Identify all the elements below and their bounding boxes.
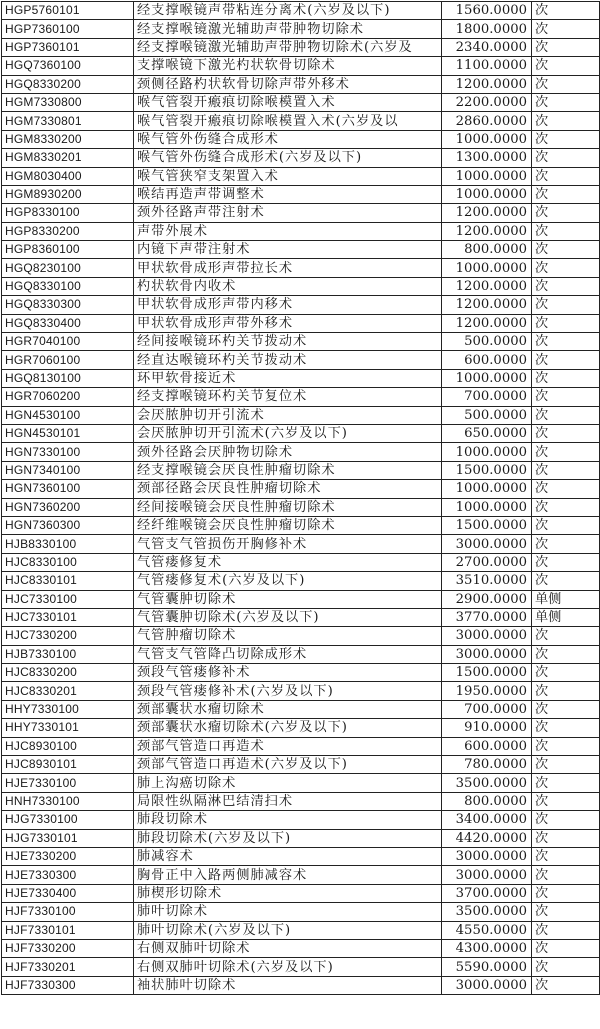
unit-cell: 次 [532, 185, 600, 203]
procedure-code-cell: HGN7340100 [2, 461, 134, 479]
price-cell: 3000.0000 [442, 535, 532, 553]
unit-cell: 次 [532, 792, 600, 810]
price-cell: 1000.0000 [442, 480, 532, 498]
procedure-name-cell: 经支撑喉镜环杓关节复位术 [134, 388, 442, 406]
procedure-code-cell: HJG7330100 [2, 811, 134, 829]
price-cell: 800.0000 [442, 792, 532, 810]
table-row [2, 866, 600, 884]
procedure-name-cell: 气管囊肿切除术(六岁及以下) [134, 608, 442, 626]
procedure-name-cell: 颈外径路声带注射术 [134, 204, 442, 222]
unit-cell: 单侧 [532, 608, 600, 626]
unit-cell: 次 [532, 20, 600, 38]
price-cell: 4550.0000 [442, 921, 532, 939]
price-cell: 1950.0000 [442, 682, 532, 700]
procedure-name-cell: 颈侧径路杓状软骨切除声带外移术 [134, 75, 442, 93]
table-row [2, 921, 600, 939]
procedure-name-cell: 颈外径路会厌肿物切除术 [134, 443, 442, 461]
unit-cell: 次 [532, 369, 600, 387]
table-row [2, 553, 600, 571]
procedure-name-cell: 肺上沟癌切除术 [134, 774, 442, 792]
price-cell: 3700.0000 [442, 884, 532, 902]
table-row [2, 700, 600, 718]
unit-cell: 次 [532, 75, 600, 93]
price-cell: 4300.0000 [442, 939, 532, 957]
procedure-code-cell: HGN7330100 [2, 443, 134, 461]
price-cell: 3000.0000 [442, 847, 532, 865]
unit-cell: 次 [532, 57, 600, 75]
procedure-code-cell: HGM7330801 [2, 112, 134, 130]
price-cell: 2700.0000 [442, 553, 532, 571]
unit-cell: 次 [532, 93, 600, 111]
price-cell: 1200.0000 [442, 277, 532, 295]
price-cell: 2340.0000 [442, 38, 532, 56]
unit-cell: 次 [532, 277, 600, 295]
procedure-code-cell: HJC7330100 [2, 590, 134, 608]
procedure-code-cell: HGP7360101 [2, 38, 134, 56]
table-row [2, 314, 600, 332]
table-row [2, 756, 600, 774]
price-cell: 1000.0000 [442, 498, 532, 516]
unit-cell: 次 [532, 645, 600, 663]
unit-cell: 次 [532, 903, 600, 921]
procedure-name-cell: 气管支气管损伤开胸修补术 [134, 535, 442, 553]
table-row [2, 185, 600, 203]
price-cell: 2200.0000 [442, 93, 532, 111]
procedure-code-cell: HGN4530101 [2, 424, 134, 442]
price-cell: 1100.0000 [442, 57, 532, 75]
table-row [2, 792, 600, 810]
price-cell: 1500.0000 [442, 516, 532, 534]
table-row [2, 2, 600, 20]
unit-cell: 次 [532, 222, 600, 240]
procedure-name-cell: 经支撑喉镜激光辅助声带肿物切除术 [134, 20, 442, 38]
unit-cell: 次 [532, 737, 600, 755]
table-row [2, 719, 600, 737]
table-row [2, 903, 600, 921]
price-cell: 1000.0000 [442, 130, 532, 148]
procedure-code-cell: HJE7330200 [2, 847, 134, 865]
price-cell: 1200.0000 [442, 296, 532, 314]
procedure-code-cell: HGQ7360100 [2, 57, 134, 75]
table-row [2, 388, 600, 406]
unit-cell: 次 [532, 112, 600, 130]
price-cell: 1000.0000 [442, 167, 532, 185]
unit-cell: 次 [532, 847, 600, 865]
table-row [2, 774, 600, 792]
procedure-code-cell: HJF7330300 [2, 976, 134, 994]
unit-cell: 次 [532, 259, 600, 277]
procedure-code-cell: HGM8930200 [2, 185, 134, 203]
unit-cell: 次 [532, 480, 600, 498]
table-row [2, 664, 600, 682]
procedure-code-cell: HHY7330100 [2, 700, 134, 718]
price-cell: 3000.0000 [442, 866, 532, 884]
procedure-name-cell: 经间接喉镜会厌良性肿瘤切除术 [134, 498, 442, 516]
table-row [2, 130, 600, 148]
table-row [2, 590, 600, 608]
table-row [2, 112, 600, 130]
procedure-name-cell: 经支撑喉镜激光辅助声带肿物切除术(六岁及 [134, 38, 442, 56]
procedure-code-cell: HJF7330101 [2, 921, 134, 939]
table-row [2, 811, 600, 829]
procedure-name-cell: 颈段气管瘘修补术 [134, 664, 442, 682]
price-cell: 500.0000 [442, 333, 532, 351]
procedure-name-cell: 肺叶切除术(六岁及以下) [134, 921, 442, 939]
procedure-code-cell: HGQ8330200 [2, 75, 134, 93]
procedure-fee-table-body [2, 2, 600, 995]
procedure-name-cell: 肺段切除术 [134, 811, 442, 829]
price-cell: 1000.0000 [442, 443, 532, 461]
price-cell: 910.0000 [442, 719, 532, 737]
price-cell: 1200.0000 [442, 75, 532, 93]
procedure-name-cell: 喉气管狭窄支架置入术 [134, 167, 442, 185]
procedure-name-cell: 甲状软骨成形声带外移术 [134, 314, 442, 332]
unit-cell: 次 [532, 333, 600, 351]
procedure-name-cell: 颈部囊状水瘤切除术 [134, 700, 442, 718]
price-cell: 800.0000 [442, 241, 532, 259]
unit-cell: 次 [532, 167, 600, 185]
procedure-code-cell: HGN7360200 [2, 498, 134, 516]
procedure-name-cell: 经间接喉镜环杓关节拨动术 [134, 333, 442, 351]
procedure-name-cell: 颈段气管瘘修补术(六岁及以下) [134, 682, 442, 700]
procedure-name-cell: 肺叶切除术 [134, 903, 442, 921]
unit-cell: 次 [532, 553, 600, 571]
procedure-name-cell: 袖状肺叶切除术 [134, 976, 442, 994]
procedure-code-cell: HGP5760101 [2, 2, 134, 20]
procedure-name-cell: 会厌脓肿切开引流术 [134, 406, 442, 424]
procedure-code-cell: HJG7330101 [2, 829, 134, 847]
unit-cell: 次 [532, 572, 600, 590]
unit-cell: 次 [532, 424, 600, 442]
procedure-name-cell: 气管囊肿切除术 [134, 590, 442, 608]
procedure-code-cell: HGP8360100 [2, 241, 134, 259]
price-cell: 1200.0000 [442, 204, 532, 222]
price-cell: 1500.0000 [442, 461, 532, 479]
procedure-code-cell: HJC8330100 [2, 553, 134, 571]
procedure-code-cell: HJC8330201 [2, 682, 134, 700]
price-cell: 3500.0000 [442, 903, 532, 921]
price-cell: 1200.0000 [442, 222, 532, 240]
procedure-name-cell: 经纤维喉镜会厌良性肿瘤切除术 [134, 516, 442, 534]
procedure-code-cell: HGM8330200 [2, 130, 134, 148]
table-row [2, 535, 600, 553]
procedure-name-cell: 会厌脓肿切开引流术(六岁及以下) [134, 424, 442, 442]
price-cell: 1200.0000 [442, 314, 532, 332]
procedure-name-cell: 经直达喉镜环杓关节拨动术 [134, 351, 442, 369]
procedure-code-cell: HGM7330800 [2, 93, 134, 111]
table-row [2, 939, 600, 957]
price-cell: 600.0000 [442, 737, 532, 755]
price-cell: 1000.0000 [442, 185, 532, 203]
unit-cell: 次 [532, 664, 600, 682]
procedure-code-cell: HGQ8230100 [2, 259, 134, 277]
procedure-name-cell: 气管瘘修复术 [134, 553, 442, 571]
procedure-code-cell: HJC7330101 [2, 608, 134, 626]
procedure-name-cell: 右侧双肺叶切除术 [134, 939, 442, 957]
unit-cell: 次 [532, 921, 600, 939]
table-row [2, 296, 600, 314]
procedure-code-cell: HGP8330100 [2, 204, 134, 222]
procedure-code-cell: HGQ8330100 [2, 277, 134, 295]
price-cell: 3500.0000 [442, 774, 532, 792]
procedure-name-cell: 颈部囊状水瘤切除术(六岁及以下) [134, 719, 442, 737]
price-cell: 1000.0000 [442, 259, 532, 277]
price-cell: 3400.0000 [442, 811, 532, 829]
procedure-code-cell: HGP7360100 [2, 20, 134, 38]
procedure-code-cell: HJC8330200 [2, 664, 134, 682]
table-row [2, 369, 600, 387]
table-row [2, 461, 600, 479]
table-row [2, 645, 600, 663]
procedure-code-cell: HJC7330200 [2, 627, 134, 645]
price-cell: 3510.0000 [442, 572, 532, 590]
procedure-name-cell: 右侧双肺叶切除术(六岁及以下) [134, 958, 442, 976]
table-row [2, 424, 600, 442]
price-cell: 3000.0000 [442, 627, 532, 645]
unit-cell: 次 [532, 774, 600, 792]
unit-cell: 次 [532, 241, 600, 259]
unit-cell: 次 [532, 719, 600, 737]
procedure-code-cell: HGQ8330400 [2, 314, 134, 332]
unit-cell: 次 [532, 700, 600, 718]
price-cell: 700.0000 [442, 700, 532, 718]
table-row [2, 259, 600, 277]
unit-cell: 次 [532, 314, 600, 332]
procedure-name-cell: 肺段切除术(六岁及以下) [134, 829, 442, 847]
procedure-name-cell: 颈部气管造口再造术(六岁及以下) [134, 756, 442, 774]
price-cell: 650.0000 [442, 424, 532, 442]
procedure-name-cell: 肺减容术 [134, 847, 442, 865]
unit-cell: 次 [532, 627, 600, 645]
table-row [2, 93, 600, 111]
procedure-code-cell: HJC8930100 [2, 737, 134, 755]
unit-cell: 次 [532, 149, 600, 167]
table-row [2, 572, 600, 590]
procedure-code-cell: HGN7360300 [2, 516, 134, 534]
procedure-code-cell: HJB7330100 [2, 645, 134, 663]
procedure-fee-table [1, 1, 600, 995]
procedure-code-cell: HJE7330100 [2, 774, 134, 792]
table-row [2, 627, 600, 645]
table-row [2, 516, 600, 534]
procedure-code-cell: HJB8330100 [2, 535, 134, 553]
procedure-code-cell: HJF7330200 [2, 939, 134, 957]
unit-cell: 次 [532, 829, 600, 847]
table-row [2, 75, 600, 93]
procedure-name-cell: 喉气管外伤缝合成形术(六岁及以下) [134, 149, 442, 167]
unit-cell: 次 [532, 443, 600, 461]
procedure-name-cell: 喉气管裂开瘢痕切除喉模置入术 [134, 93, 442, 111]
procedure-code-cell: HJF7330100 [2, 903, 134, 921]
procedure-name-cell: 颈部径路会厌良性肿瘤切除术 [134, 480, 442, 498]
procedure-name-cell: 环甲软骨接近术 [134, 369, 442, 387]
procedure-name-cell: 声带外展术 [134, 222, 442, 240]
procedure-code-cell: HGR7060100 [2, 351, 134, 369]
table-row [2, 976, 600, 994]
table-row [2, 958, 600, 976]
table-row [2, 737, 600, 755]
procedure-code-cell: HGR7040100 [2, 333, 134, 351]
procedure-name-cell: 甲状软骨成形声带拉长术 [134, 259, 442, 277]
procedure-name-cell: 气管支气管降凸切除成形术 [134, 645, 442, 663]
procedure-code-cell: HJC8930101 [2, 756, 134, 774]
procedure-name-cell: 喉结再造声带调整术 [134, 185, 442, 203]
unit-cell: 次 [532, 130, 600, 148]
unit-cell: 次 [532, 351, 600, 369]
unit-cell: 次 [532, 204, 600, 222]
price-cell: 600.0000 [442, 351, 532, 369]
procedure-code-cell: HHY7330101 [2, 719, 134, 737]
unit-cell: 次 [532, 884, 600, 902]
procedure-name-cell: 气管瘘修复术(六岁及以下) [134, 572, 442, 590]
table-row [2, 57, 600, 75]
procedure-name-cell: 支撑喉镜下激光杓状软骨切除术 [134, 57, 442, 75]
price-cell: 2900.0000 [442, 590, 532, 608]
price-cell: 780.0000 [442, 756, 532, 774]
procedure-code-cell: HNH7330100 [2, 792, 134, 810]
procedure-name-cell: 肺楔形切除术 [134, 884, 442, 902]
procedure-name-cell: 喉气管裂开瘢痕切除喉模置入术(六岁及以 [134, 112, 442, 130]
unit-cell: 次 [532, 296, 600, 314]
price-cell: 3000.0000 [442, 976, 532, 994]
price-cell: 5590.0000 [442, 958, 532, 976]
procedure-name-cell: 经支撑喉镜会厌良性肿瘤切除术 [134, 461, 442, 479]
table-row [2, 351, 600, 369]
price-cell: 1800.0000 [442, 20, 532, 38]
price-cell: 700.0000 [442, 388, 532, 406]
table-row [2, 38, 600, 56]
procedure-name-cell: 甲状软骨成形声带内移术 [134, 296, 442, 314]
table-row [2, 480, 600, 498]
procedure-name-cell: 经支撑喉镜声带粘连分离术(六岁及以下) [134, 2, 442, 20]
procedure-code-cell: HGM8330201 [2, 149, 134, 167]
unit-cell: 次 [532, 38, 600, 56]
price-cell: 1000.0000 [442, 369, 532, 387]
table-row [2, 406, 600, 424]
table-row [2, 829, 600, 847]
unit-cell: 次 [532, 866, 600, 884]
price-cell: 4420.0000 [442, 829, 532, 847]
unit-cell: 次 [532, 516, 600, 534]
procedure-name-cell: 颈部气管造口再造术 [134, 737, 442, 755]
unit-cell: 次 [532, 2, 600, 20]
table-row [2, 167, 600, 185]
table-row [2, 277, 600, 295]
unit-cell: 次 [532, 498, 600, 516]
procedure-code-cell: HJF7330201 [2, 958, 134, 976]
procedure-name-cell: 内镜下声带注射术 [134, 241, 442, 259]
table-row [2, 443, 600, 461]
unit-cell: 次 [532, 958, 600, 976]
price-cell: 500.0000 [442, 406, 532, 424]
table-row [2, 682, 600, 700]
procedure-name-cell: 胸骨正中入路两侧肺减容术 [134, 866, 442, 884]
procedure-code-cell: HJC8330101 [2, 572, 134, 590]
unit-cell: 次 [532, 461, 600, 479]
table-row [2, 333, 600, 351]
procedure-code-cell: HGN7360100 [2, 480, 134, 498]
procedure-code-cell: HGN4530100 [2, 406, 134, 424]
price-cell: 2860.0000 [442, 112, 532, 130]
procedure-code-cell: HJE7330400 [2, 884, 134, 902]
unit-cell: 次 [532, 756, 600, 774]
procedure-code-cell: HGM8030400 [2, 167, 134, 185]
unit-cell: 次 [532, 939, 600, 957]
procedure-name-cell: 局限性纵隔淋巴结清扫术 [134, 792, 442, 810]
table-row [2, 608, 600, 626]
table-row [2, 498, 600, 516]
procedure-name-cell: 喉气管外伤缝合成形术 [134, 130, 442, 148]
price-cell: 1500.0000 [442, 664, 532, 682]
unit-cell: 次 [532, 406, 600, 424]
procedure-name-cell: 杓状软骨内收术 [134, 277, 442, 295]
unit-cell: 次 [532, 811, 600, 829]
price-cell: 3770.0000 [442, 608, 532, 626]
table-row [2, 149, 600, 167]
unit-cell: 次 [532, 976, 600, 994]
table-row [2, 884, 600, 902]
table-row [2, 222, 600, 240]
table-row [2, 20, 600, 38]
unit-cell: 次 [532, 535, 600, 553]
unit-cell: 单侧 [532, 590, 600, 608]
price-cell: 1560.0000 [442, 2, 532, 20]
table-row [2, 241, 600, 259]
procedure-code-cell: HGQ8330300 [2, 296, 134, 314]
table-row [2, 847, 600, 865]
procedure-code-cell: HGQ8130100 [2, 369, 134, 387]
price-cell: 3000.0000 [442, 645, 532, 663]
table-row [2, 204, 600, 222]
procedure-code-cell: HGR7060200 [2, 388, 134, 406]
procedure-name-cell: 气管肿瘤切除术 [134, 627, 442, 645]
unit-cell: 次 [532, 388, 600, 406]
procedure-code-cell: HGP8330200 [2, 222, 134, 240]
unit-cell: 次 [532, 682, 600, 700]
procedure-code-cell: HJE7330300 [2, 866, 134, 884]
price-cell: 1300.0000 [442, 149, 532, 167]
